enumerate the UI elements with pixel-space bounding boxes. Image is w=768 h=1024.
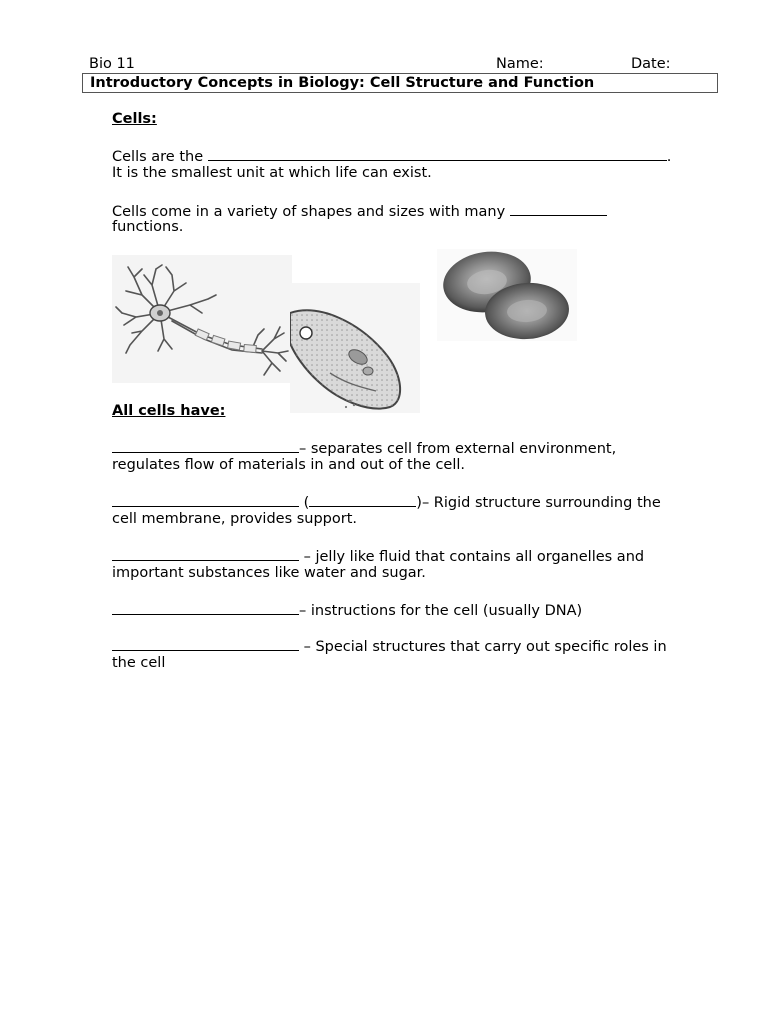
item-3-text-a: – jelly like fluid that contains all organelles and bbox=[303, 549, 645, 565]
cells-heading: Cells: bbox=[112, 111, 157, 127]
fill-blank-genetic-material[interactable] bbox=[112, 600, 299, 615]
fill-blank-organelles[interactable] bbox=[112, 636, 299, 651]
item-2-text-a: )– Rigid structure surrounding the bbox=[416, 495, 661, 511]
item-1-text-a: – separates cell from external environment, bbox=[299, 441, 617, 457]
fill-blank-cell-wall-paren[interactable] bbox=[309, 492, 416, 507]
item-1-line-1 bbox=[112, 438, 616, 458]
red-blood-cells-illustration bbox=[437, 249, 577, 341]
name-label: Name: bbox=[496, 56, 544, 72]
cells-line-1-text: Cells are the bbox=[112, 149, 204, 165]
cells-line-2: It is the smallest unit at which life can exist. bbox=[112, 165, 432, 181]
item-2-line-2: cell membrane, provides support. bbox=[112, 511, 358, 527]
fill-blank-functions[interactable] bbox=[510, 201, 607, 216]
item-2-line-1 bbox=[112, 492, 661, 512]
all-cells-heading: All cells have: bbox=[112, 403, 226, 419]
cells-line-4: functions. bbox=[112, 219, 184, 235]
fill-blank-membrane[interactable] bbox=[112, 438, 299, 453]
title-box bbox=[82, 73, 718, 93]
fill-blank-cell-wall[interactable] bbox=[112, 492, 299, 507]
cells-line-1 bbox=[112, 146, 671, 166]
item-5-text-a: – Special structures that carry out specific roles in bbox=[303, 639, 667, 655]
neuron-illustration bbox=[112, 255, 292, 383]
item-1-line-2: regulates flow of materials in and out of the cell. bbox=[112, 457, 466, 473]
item-4-line-1 bbox=[112, 600, 582, 620]
paramecium-illustration bbox=[290, 283, 420, 413]
course-label: Bio 11 bbox=[89, 56, 135, 72]
date-label: Date: bbox=[631, 56, 671, 72]
item-5-line-1 bbox=[112, 636, 667, 656]
item-5-line-2: the cell bbox=[112, 655, 166, 671]
document-title: Introductory Concepts in Biology: Cell Structure and Function bbox=[90, 75, 595, 91]
item-2-open-paren: ( bbox=[303, 495, 310, 511]
fill-blank-cells-are[interactable] bbox=[208, 146, 667, 161]
cells-line-3 bbox=[112, 201, 607, 221]
cells-line-1-period: . bbox=[666, 149, 672, 165]
item-3-line-1 bbox=[112, 546, 644, 566]
cells-line-3-text: Cells come in a variety of shapes and sizes with many bbox=[112, 204, 506, 220]
item-4-text-a: – instructions for the cell (usually DNA) bbox=[299, 603, 583, 619]
fill-blank-cytoplasm[interactable] bbox=[112, 546, 299, 561]
item-3-line-2: important substances like water and sugar. bbox=[112, 565, 426, 581]
